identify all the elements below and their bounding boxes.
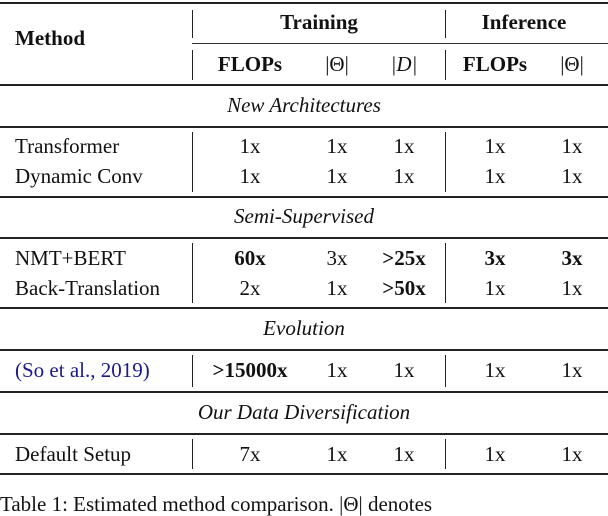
col-inf-flops: FLOPs bbox=[462, 52, 528, 76]
value-cell: 1x bbox=[326, 276, 348, 300]
section-title: Our Data Diversification bbox=[197, 400, 411, 424]
value-cell: 7x bbox=[239, 442, 261, 466]
vertical-rule bbox=[192, 439, 193, 469]
value-cell: 3x bbox=[561, 246, 583, 270]
col-train-data: |D| bbox=[390, 52, 418, 76]
value-cell: 60x bbox=[234, 246, 266, 270]
section-rule bbox=[0, 391, 608, 393]
vertical-rule bbox=[192, 243, 193, 303]
method-cell: NMT+BERT bbox=[15, 246, 126, 270]
training-cline bbox=[192, 43, 608, 44]
section-rule bbox=[0, 433, 608, 435]
vertical-rule bbox=[192, 132, 193, 192]
value-cell: 1x bbox=[561, 276, 583, 300]
vertical-rule bbox=[445, 243, 446, 303]
section-title: Evolution bbox=[263, 316, 345, 340]
citation-link[interactable]: (So et al., 2019) bbox=[15, 358, 150, 382]
top-rule bbox=[0, 2, 608, 4]
value-cell: >25x bbox=[382, 246, 426, 270]
value-cell: 1x bbox=[561, 134, 583, 158]
value-cell: 1x bbox=[393, 358, 415, 382]
section-rule bbox=[0, 237, 608, 239]
value-cell: 1x bbox=[484, 164, 506, 188]
vertical-rule bbox=[445, 355, 446, 387]
value-cell: 1x bbox=[393, 164, 415, 188]
vertical-rule bbox=[445, 50, 446, 80]
training-header: Training bbox=[280, 10, 358, 34]
value-cell: 1x bbox=[326, 164, 348, 188]
section-title: New Architectures bbox=[227, 93, 381, 117]
value-cell: 2x bbox=[239, 276, 261, 300]
value-cell: 1x bbox=[561, 164, 583, 188]
value-cell: 3x bbox=[484, 246, 506, 270]
method-cell: Transformer bbox=[15, 134, 120, 158]
value-cell: >50x bbox=[382, 276, 426, 300]
vertical-rule bbox=[445, 439, 446, 469]
value-cell: 1x bbox=[484, 276, 506, 300]
col-train-params: |Θ| bbox=[325, 52, 349, 76]
value-cell: 1x bbox=[326, 442, 348, 466]
value-cell: >15000x bbox=[212, 358, 288, 382]
section-rule bbox=[0, 307, 608, 309]
section-rule bbox=[0, 196, 608, 198]
value-cell: 1x bbox=[326, 134, 348, 158]
col-train-flops: FLOPs bbox=[217, 52, 283, 76]
method-header: Method bbox=[15, 26, 85, 50]
vertical-rule bbox=[192, 355, 193, 387]
section-rule bbox=[0, 126, 608, 128]
value-cell: 1x bbox=[393, 442, 415, 466]
vertical-rule bbox=[192, 50, 193, 80]
inference-header: Inference bbox=[481, 10, 567, 34]
value-cell: 1x bbox=[484, 134, 506, 158]
method-cell: Default Setup bbox=[15, 442, 132, 466]
vertical-rule bbox=[445, 132, 446, 192]
value-cell: 1x bbox=[484, 442, 506, 466]
section-title: Semi-Supervised bbox=[234, 204, 374, 228]
value-cell: 1x bbox=[561, 442, 583, 466]
value-cell: 3x bbox=[326, 246, 348, 270]
value-cell: 1x bbox=[239, 134, 261, 158]
value-cell: 1x bbox=[326, 358, 348, 382]
value-cell: 1x bbox=[239, 164, 261, 188]
header-rule bbox=[0, 84, 608, 86]
col-inf-params: |Θ| bbox=[560, 52, 584, 76]
table-caption: Table 1: Estimated method comparison. |Θ| denotes bbox=[0, 492, 433, 516]
value-cell: 1x bbox=[393, 134, 415, 158]
value-cell: 1x bbox=[561, 358, 583, 382]
vertical-rule bbox=[192, 10, 193, 38]
method-cell: Dynamic Conv bbox=[15, 164, 143, 188]
vertical-rule bbox=[445, 10, 446, 38]
value-cell: 1x bbox=[484, 358, 506, 382]
section-rule bbox=[0, 349, 608, 351]
method-cell: Back-Translation bbox=[15, 276, 161, 300]
bottom-rule bbox=[0, 473, 608, 475]
